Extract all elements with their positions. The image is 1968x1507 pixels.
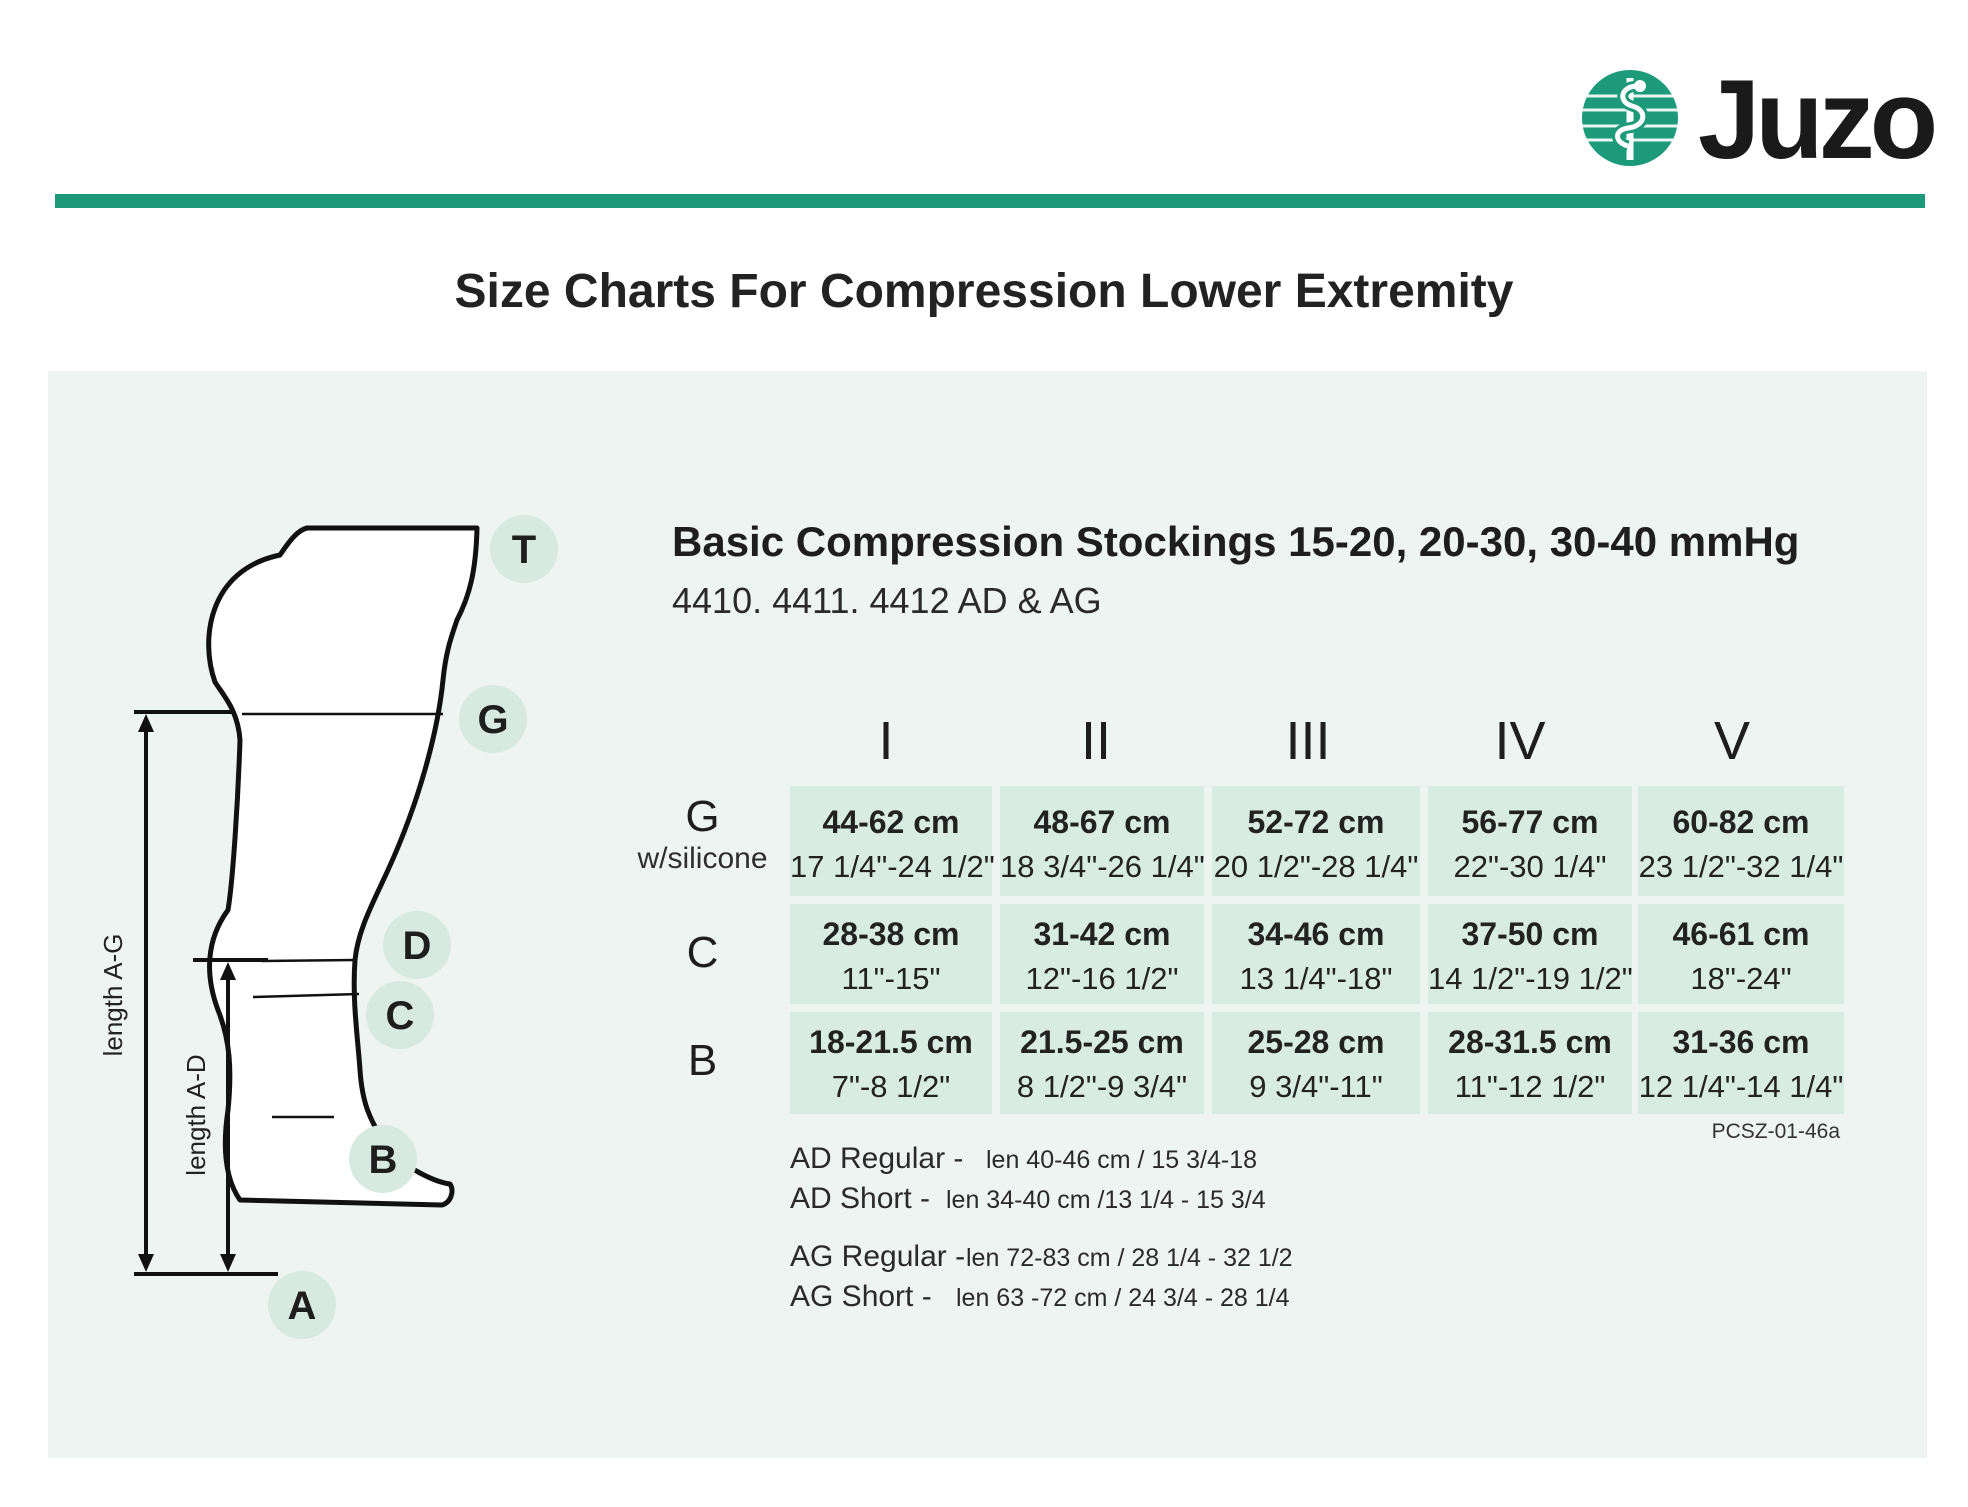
- svg-text:T: T: [511, 528, 537, 572]
- table-cell: 28-31.5 cm 11"-12 1/2": [1428, 1012, 1632, 1114]
- column-header: IV: [1494, 711, 1546, 771]
- length-ag-label: length A-G: [98, 933, 128, 1057]
- column-header: V: [1713, 711, 1751, 771]
- row-label: G: [685, 792, 720, 841]
- row-label: C: [686, 928, 719, 977]
- table-cell: 60-82 cm 23 1/2"-32 1/4": [1638, 786, 1844, 896]
- brand-name: Juzo: [1698, 57, 1934, 182]
- row-label: B: [687, 1036, 718, 1085]
- length-note-ag-regular: AG Regular -len 72-83 cm / 28 1/4 - 32 1/2: [790, 1240, 1293, 1273]
- d-line: [262, 960, 355, 961]
- column-header: III: [1285, 711, 1331, 771]
- svg-text:A: A: [287, 1284, 317, 1328]
- product-codes: 4410. 4411. 4412 AD & AG: [672, 580, 1102, 621]
- brand-logo: [1580, 57, 1934, 182]
- length-note-ag-short: AG Short - len 63 -72 cm / 24 3/4 - 28 1/4: [790, 1280, 1290, 1313]
- svg-text:G: G: [477, 698, 509, 742]
- table-cell: 21.5-25 cm 8 1/2"-9 3/4": [1000, 1012, 1204, 1114]
- column-header: II: [1080, 711, 1111, 771]
- product-title: Basic Compression Stockings 15-20, 20-30, 30-40 mmHg: [672, 518, 1800, 565]
- point-g-marker: [459, 685, 527, 753]
- point-t-marker: [490, 515, 558, 583]
- point-b-marker: [349, 1125, 417, 1193]
- svg-text:C: C: [385, 994, 415, 1038]
- table-cell: 25-28 cm 9 3/4"-11": [1212, 1012, 1420, 1114]
- caduceus-globe-icon: [1580, 68, 1680, 168]
- point-d-marker: [383, 911, 451, 979]
- table-cell: 56-77 cm 22"-30 1/4": [1428, 786, 1632, 896]
- table-cell: 46-61 cm 18"-24": [1638, 904, 1844, 1004]
- column-header: I: [878, 711, 894, 771]
- row-header-g: [620, 792, 785, 876]
- table-cell: 18-21.5 cm 7"-8 1/2": [790, 1012, 992, 1114]
- point-c-marker: [366, 981, 434, 1049]
- leg-outline: [209, 528, 477, 1205]
- length-note-ad-short: AD Short - len 34-40 cm /13 1/4 - 15 3/4: [790, 1182, 1266, 1215]
- table-cell: 44-62 cm 17 1/4"-24 1/2": [790, 786, 992, 896]
- accent-rule: [55, 194, 1925, 208]
- table-cell: 34-46 cm 13 1/4"-18": [1212, 904, 1420, 1004]
- table-cell: 48-67 cm 18 3/4"-26 1/4": [1000, 786, 1204, 896]
- table-cell: 28-38 cm 11"-15": [790, 904, 992, 1004]
- table-cell: 37-50 cm 14 1/2"-19 1/2": [1428, 904, 1632, 1004]
- row-header-c: [620, 928, 785, 978]
- length-note-ad-regular: AD Regular - len 40-46 cm / 15 3/4-18: [790, 1142, 1257, 1175]
- svg-text:B: B: [368, 1138, 398, 1182]
- svg-text:D: D: [402, 924, 432, 968]
- reference-code: PCSZ-01-46a: [1711, 1120, 1840, 1143]
- length-ad-label: length A-D: [181, 1054, 211, 1176]
- table-cell: 31-42 cm 12"-16 1/2": [1000, 904, 1204, 1004]
- leg-diagram: [90, 500, 610, 1350]
- page-title: Size Charts For Compression Lower Extremity: [454, 265, 1514, 318]
- table-cell: 52-72 cm 20 1/2"-28 1/4": [1212, 786, 1420, 896]
- row-header-b: [620, 1036, 785, 1086]
- table-cell: 31-36 cm 12 1/4"-14 1/4": [1638, 1012, 1844, 1114]
- row-sublabel: w/silicone: [637, 842, 768, 875]
- point-a-marker: [268, 1271, 336, 1339]
- length-ag-arrow: [138, 714, 154, 1272]
